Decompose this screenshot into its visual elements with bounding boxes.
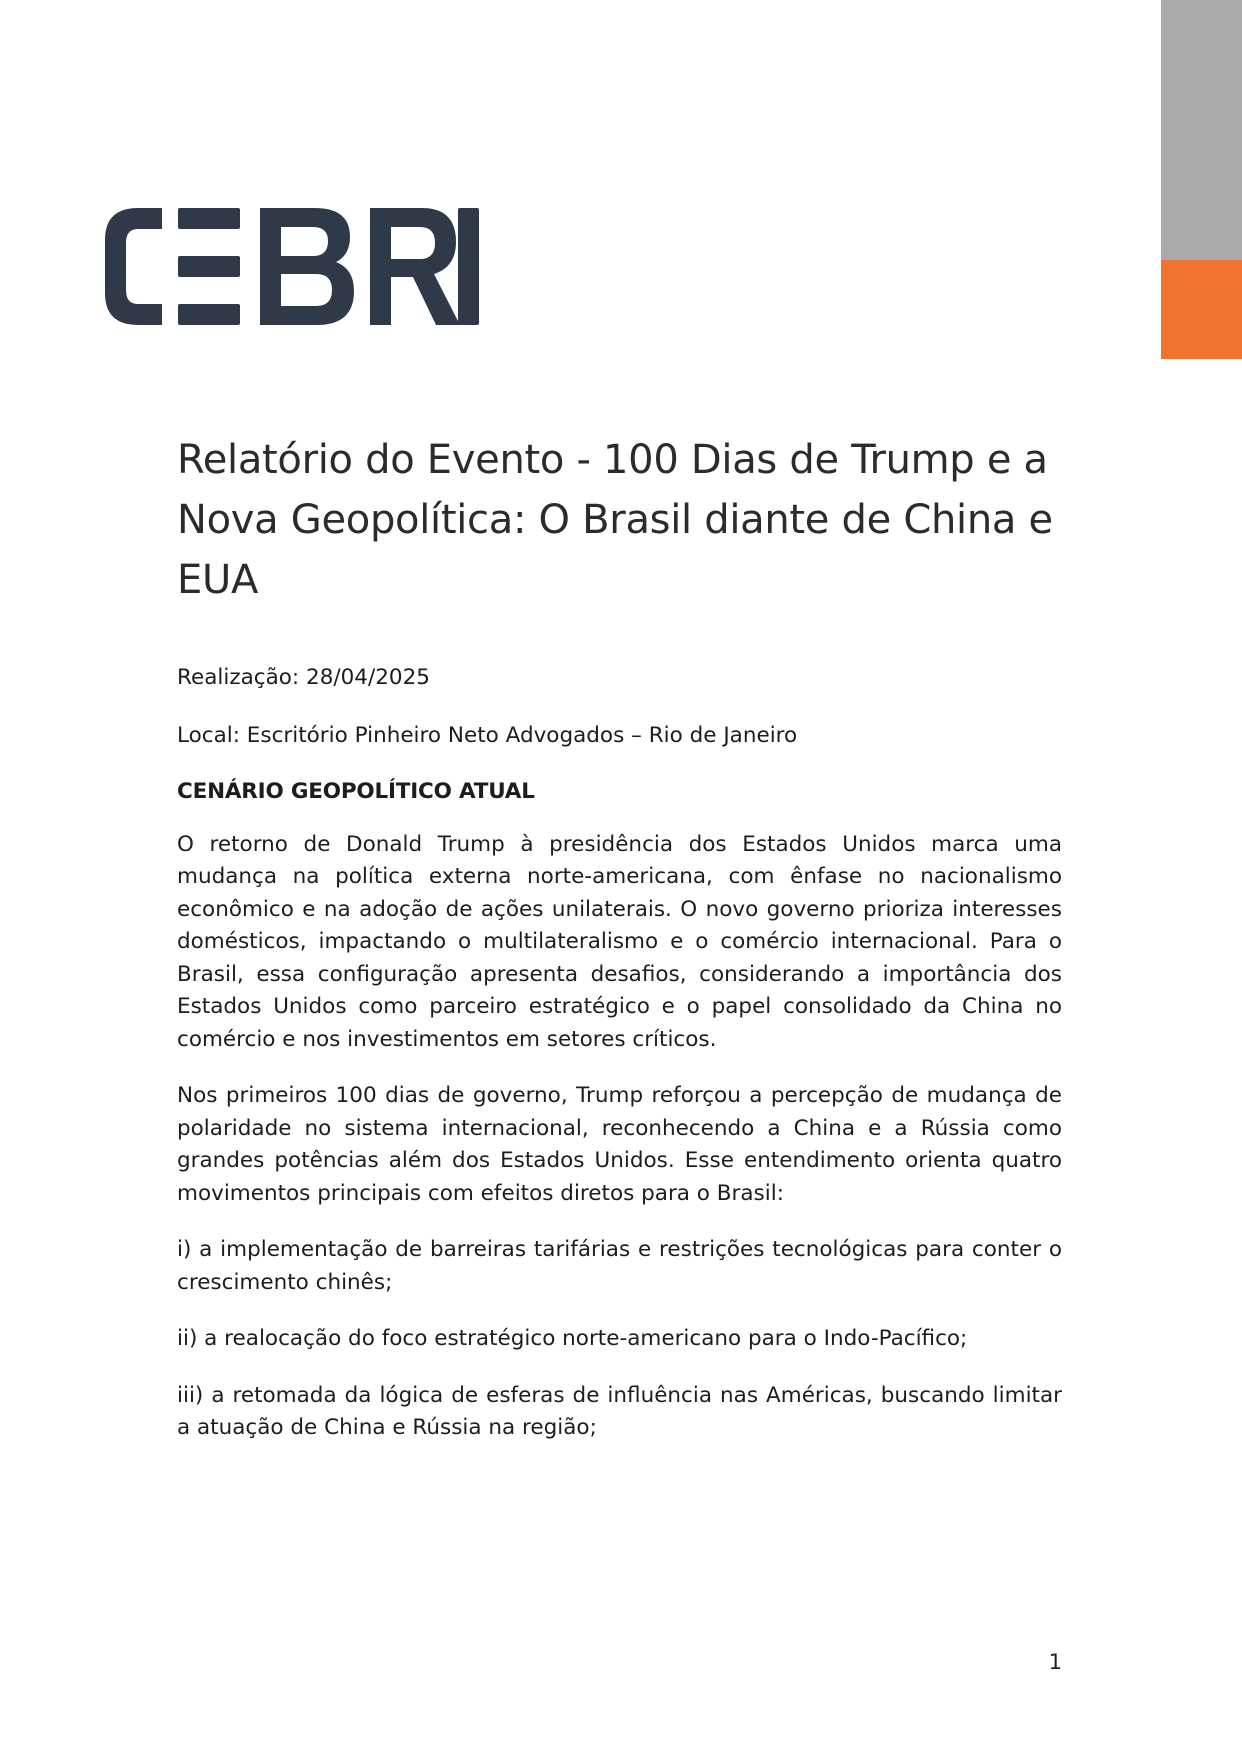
paragraph: Nos primeiros 100 dias de governo, Trump reforçou a percepção de mudança de polaridade no sistema internacional, reconhecendo a China e a Rússia como grandes potências além dos Estados Unidos. Esse entendimento orienta quatro movimentos principais com efeitos diretos para o Brasil: <box>177 1083 1062 1206</box>
cebri-logo-mark <box>100 205 480 328</box>
side-band-gray <box>1161 0 1242 260</box>
list-item: ii) a realocação do foco estratégico norte-americano para o Indo-Pacífico; <box>177 1326 968 1351</box>
page-number: 1 <box>1048 1650 1062 1674</box>
event-location: Local: Escritório Pinheiro Neto Advogados – Rio de Janeiro <box>177 722 798 748</box>
event-date: Realização: 28/04/2025 <box>177 665 430 690</box>
document-title: Relatório do Evento - 100 Dias de Trump e a Nova Geopolítica: O Brasil diante de China e EUA <box>177 437 1053 603</box>
list-item: i) a implementação de barreiras tarifárias e restrições tecnológicas para conter o crescimento chinês; <box>177 1237 1062 1295</box>
section-heading: CENÁRIO GEOPOLÍTICO ATUAL <box>177 779 535 804</box>
list-item: iii) a retomada da lógica de esferas de influência nas Américas, buscando limitar a atuação de China e Rússia na região; <box>177 1382 1062 1440</box>
cebri-logo <box>100 205 480 328</box>
side-band-orange <box>1161 260 1242 359</box>
paragraph: O retorno de Donald Trump à presidência dos Estados Unidos marca uma mudança na política externa norte-americana, com ênfase no nacionalismo econômico e na adoção de ações unilaterais. O novo governo prioriza interesses domésticos, impactando o multilateralismo e o comércio internacional. Para o Brasil, essa configuração apresenta desafios, considerando a importância dos Estados Unidos como parceiro estratégico e o papel consolidado da China no comércio e nos investimentos em setores críticos. <box>177 831 1062 1052</box>
document-body <box>177 662 1062 1469</box>
